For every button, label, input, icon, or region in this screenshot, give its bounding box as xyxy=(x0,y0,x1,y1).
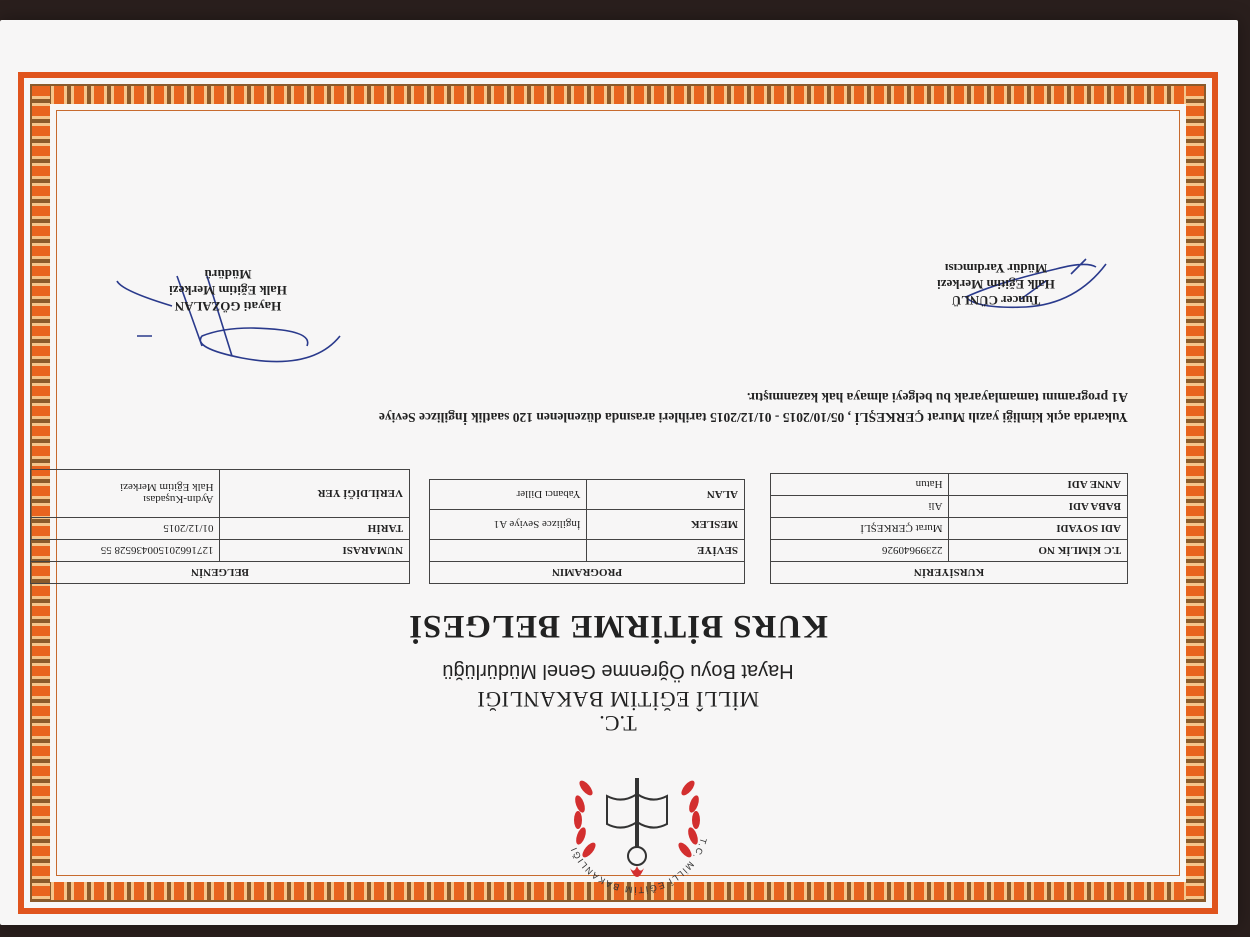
table-row xyxy=(771,518,1128,540)
certificate-number-value: 127166201500436528 55 xyxy=(31,540,221,562)
signatory-left-name: Tuncer CÜNLÜ xyxy=(951,293,1041,308)
full-name-value: Murat ÇERKEŞLİ xyxy=(771,518,950,540)
id-number-label: T.C KİMLİK NO xyxy=(949,540,1128,562)
signature-block-right xyxy=(108,266,348,314)
trainee-info-table xyxy=(770,473,1128,584)
field-label: ALAN xyxy=(587,480,745,510)
signatory-left-org: Halk Eğitim Merkezi xyxy=(937,277,1055,292)
father-name-value: Ali xyxy=(771,496,950,518)
field-value: Yabancı Diller xyxy=(430,480,588,510)
date-label: TARİH xyxy=(220,518,410,540)
signature-block-left xyxy=(886,260,1106,308)
certificate-number-label: NUMARASI xyxy=(220,540,410,562)
issue-place-city: Aydın-Kuşadası xyxy=(143,493,214,506)
mother-name-value: Hatun xyxy=(771,474,950,496)
table-row xyxy=(430,540,745,562)
level-label: SEVİYE xyxy=(587,540,745,562)
table-row xyxy=(771,496,1128,518)
signatory-right-title: Müdürü xyxy=(204,267,252,282)
certificate-sheet-rotated xyxy=(18,72,1218,914)
certificate-info-table xyxy=(30,469,410,584)
header-tc: T.C. xyxy=(599,711,637,736)
signatory-left-title: Müdür Yardımcısı xyxy=(944,261,1048,276)
table-row xyxy=(31,540,410,562)
father-name-label: BABA ADI xyxy=(949,496,1128,518)
profession-label: MESLEK xyxy=(587,510,745,540)
table-row xyxy=(31,518,410,540)
issue-place-label: VERİLDİĞİ YER xyxy=(220,470,410,518)
trainee-section-header: KURSİYERİN xyxy=(771,562,1128,584)
issue-place-institution: Halk Eğitim Merkezi xyxy=(120,481,214,494)
header-directorate: Hayat Boyu Öğrenme Genel Müdürlüğü xyxy=(442,660,794,682)
table-row xyxy=(430,510,745,540)
emblem-ring-text: T.C. MİLLÎ EĞİTİM BAKANLIĞI xyxy=(568,836,709,896)
statement-line-1: Yukarıda açık kimliği yazılı Murat ÇERKEŞLİ , 05/10/2015 - 01/12/2015 tarihleri arasında düzenlenen 120 saatlik İngilizce Seviye xyxy=(378,410,1128,425)
table-row xyxy=(430,480,745,510)
certificate-paper xyxy=(0,20,1238,925)
certificate-statement xyxy=(68,387,1128,427)
border-strip-bottom xyxy=(32,86,1204,104)
id-number-value: 22399640926 xyxy=(771,540,950,562)
full-name-label: ADI SOYADI xyxy=(949,518,1128,540)
table-row xyxy=(31,470,410,518)
header-ministry: MİLLÎ EĞİTİM BAKANLIĞI xyxy=(476,687,760,712)
mother-name-label: ANNE ADI xyxy=(949,474,1128,496)
border-strip-left xyxy=(1186,86,1204,900)
date-value: 01/12/2015 xyxy=(31,518,221,540)
certificate-section-header: BELGENİN xyxy=(31,562,410,584)
profession-value: İngilizce Seviye A1 xyxy=(430,510,588,540)
certificate-title: KURS BİTİRME BELGESİ xyxy=(408,608,828,644)
statement-line-2: A1 programını tamamlayarak bu belgeyi almaya hak kazanmıştır. xyxy=(746,390,1128,405)
signatory-right-name: Hayati GÖZALAN xyxy=(174,299,282,314)
signatory-right-org: Halk Eğitim Merkezi xyxy=(169,283,287,298)
table-row xyxy=(771,540,1128,562)
program-info-table xyxy=(429,479,745,584)
program-section-header: PROGRAMIN xyxy=(430,562,745,584)
level-value xyxy=(430,540,588,562)
ministry-emblem-logo xyxy=(552,736,722,906)
table-row xyxy=(771,474,1128,496)
